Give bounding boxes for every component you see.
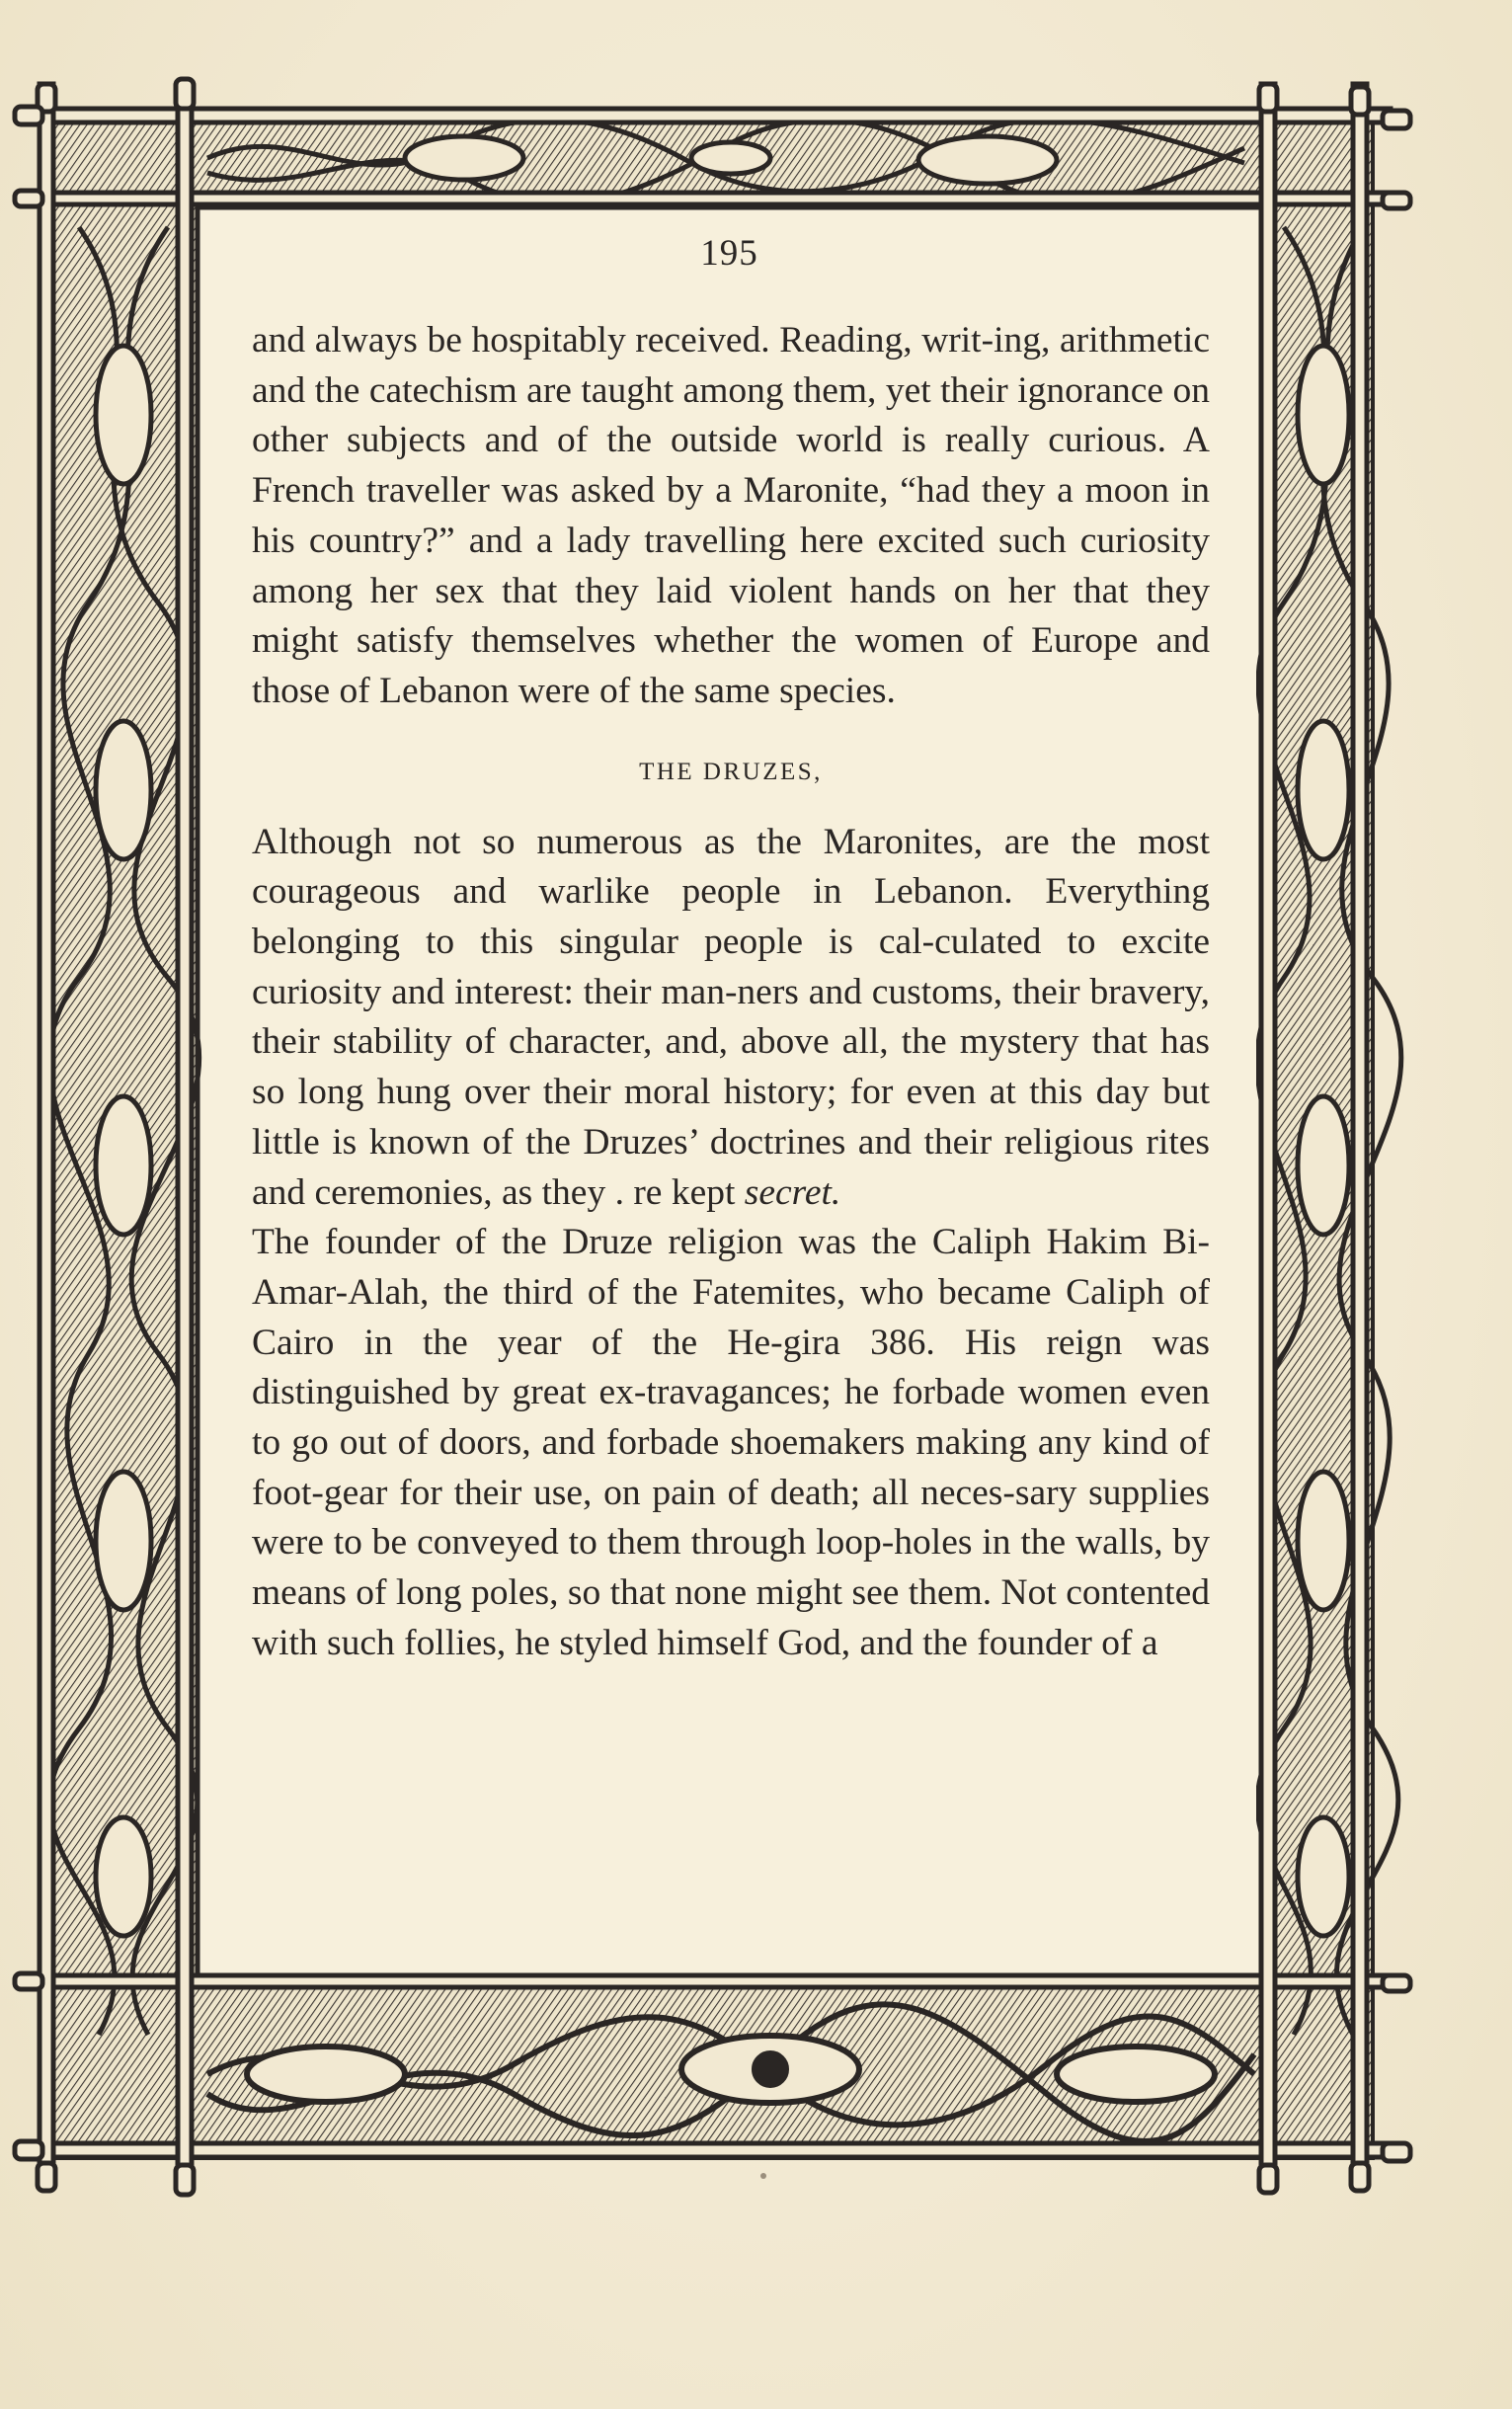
paragraph-2-text: Although not so numerous as the Maronites, are the most courageous and warlike people in Lebanon. Everything belonging to this singular people is cal-culated to excite curiosity and interest: their man-ners and customs, their bravery, their stability of character, and, above all, the mystery that has so long hung over their moral history; for even at this day but little is known of the Druzes’ doctrines and their religious rites and ceremonies, as they . re kept — [252, 821, 1210, 1213]
section-heading: THE DRUZES, — [639, 758, 823, 785]
paragraph-2 — [252, 818, 1210, 1219]
body-text — [252, 316, 1210, 1669]
text-panel — [202, 212, 1256, 1970]
paragraph-3: The founder of the Druze religion was the Caliph Hakim Bi-Amar-Alah, the third of the Fatemites, who became Caliph of Cairo in the year of the He-gira 386. His reign was distinguished by great ex-travagances; he forbade women even to go out of doors, and forbade shoemakers making any kind of foot-gear for their use, on pain of death; all neces-sary supplies were to be conveyed to them through loop-holes in the walls, by means of long poles, so that none might see them. Not contented with such follies, he styled himself God, and the founder of a — [252, 1222, 1210, 1663]
page-number: 195 — [700, 233, 758, 274]
paragraph-1: and always be hospitably received. Reading, writ-ing, arithmetic and the catechism are taught among them, yet their ignorance on other subjects and of the outside world is really curious. A French traveller was asked by a Maronite, “had they a moon in his country?” and a lady travelling here excited such curiosity among her sex that they laid violent hands on her that they might satisfy themselves whether the women of Europe and those of Lebanon were of the same species. — [252, 320, 1210, 711]
paragraph-2-italic: secret. — [744, 1171, 841, 1213]
stray-print-mark — [760, 2173, 766, 2179]
